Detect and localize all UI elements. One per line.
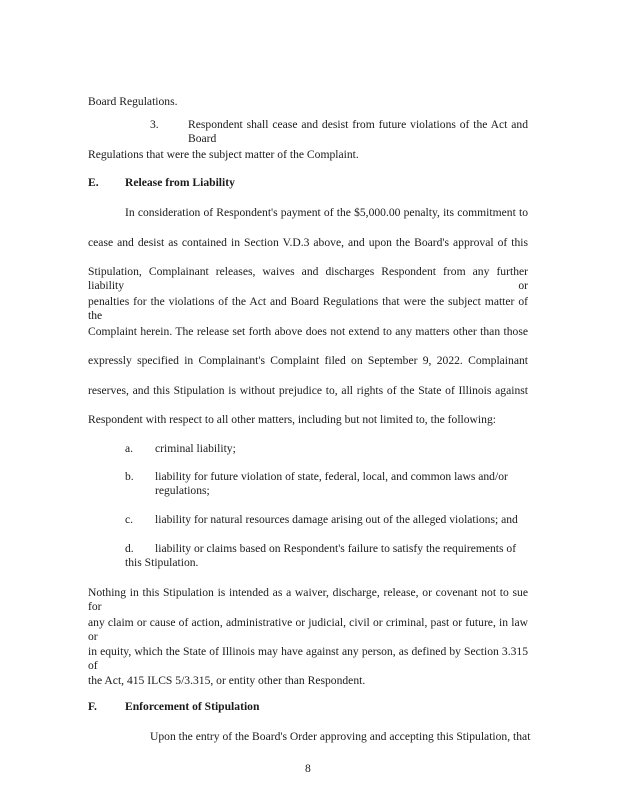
paragraph-line: expressly specified in Complainant's Complaint filed on September 9, 2022. Complainant — [88, 354, 528, 367]
paragraph-line: Upon the entry of the Board's Order approving and accepting this Stipulation, that — [150, 730, 531, 743]
paragraph-line: cease and desist as contained in Section V.D.3 above, and upon the Board's approval of this — [88, 236, 528, 249]
paragraph-line: Regulations that were the subject matter of the Complaint. — [88, 148, 359, 161]
paragraph-line: Stipulation, Complainant releases, waives and discharges Respondent from any further liability or — [88, 265, 528, 292]
paragraph-line: the Act, 415 ILCS 5/3.315, or entity other than Respondent. — [88, 674, 366, 687]
paragraph-line: Respondent with respect to all other matters, including but not limited to, the following: — [88, 413, 496, 426]
paragraph-line: In consideration of Respondent's payment of the $5,000.00 penalty, its commitment to — [125, 206, 528, 219]
list-item: criminal liability; — [155, 442, 236, 455]
list-number: 3. — [150, 118, 159, 131]
list-item: this Stipulation. — [125, 556, 199, 569]
list-letter: c. — [125, 513, 134, 526]
list-letter: b. — [125, 470, 134, 483]
paragraph-line: Respondent shall cease and desist from future violations of the Act and Board — [188, 118, 528, 145]
list-letter: a. — [125, 442, 134, 455]
paragraph-line: reserves, and this Stipulation is without prejudice to, all rights of the State of Illinois against — [88, 384, 528, 397]
paragraph-line: Board Regulations. — [88, 95, 178, 108]
paragraph-line: any claim or cause of action, administrative or judicial, civil or criminal, past or future, in law or — [88, 616, 528, 643]
page-number: 8 — [305, 762, 311, 775]
paragraph-line: in equity, which the State of Illinois may have against any person, as defined by Section 3.315 of — [88, 645, 528, 672]
list-item: liability for future violation of state, federal, local, and common laws and/or — [155, 470, 508, 483]
paragraph-line: Complaint herein. The release set forth above does not extend to any matters other than those — [88, 325, 528, 338]
section-letter: E. — [88, 176, 99, 189]
list-letter: d. — [125, 542, 134, 555]
list-item: liability for natural resources damage arising out of the alleged violations; and — [155, 513, 518, 526]
section-letter: F. — [88, 700, 97, 713]
paragraph-line: Nothing in this Stipulation is intended as a waiver, discharge, release, or covenant not to sue for — [88, 586, 528, 613]
list-item: regulations; — [155, 484, 210, 497]
paragraph-line: penalties for the violations of the Act and Board Regulations that were the subject matter of the — [88, 295, 528, 322]
list-item: liability or claims based on Respondent's failure to satisfy the requirements of — [155, 542, 517, 555]
section-heading: Enforcement of Stipulation — [125, 700, 260, 713]
section-heading: Release from Liability — [125, 176, 235, 189]
